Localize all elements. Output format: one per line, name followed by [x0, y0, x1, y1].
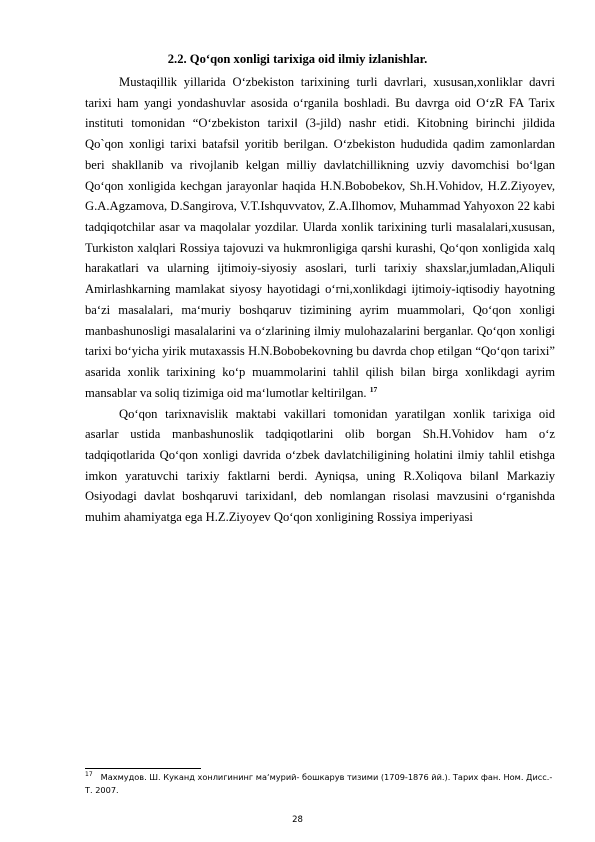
paragraph-1-text: Mustaqillik yillarida O‘zbekiston tarixining turli davrlari, xususan,xonliklar davri tarixi ham yangi yondashuvlar asosida o‘rganila boshladi. Bu davrga oid O‘zR FA Tarix instituti tomonidan “O‘zbekiston tarixi‖ (3-jild) nashr etidi. Kitobning birinchi jildida Qo`qon xonligi tarixi batafsil yoritib berilgan. O‘zbekiston hududida qadim zamonlardan beri shakllanib va rivojlanib kelgan milliy davlatchillikning uzviy davomchisi bo‘lgan Qo‘qon xonligida kechgan jarayonlar haqida H.N.Bobobekov, Sh.H.Vohidov, H.Z.Ziyoyev, G.A.Agzamova, D.Sangirova, V.T.Ishquvvatov, Z.A.Ilhomov, Muhammad Yahyoxon 22 kabi tadqiqotchilar asar va maqolalar yozdilar. Ularda xonlik tarixining turli masalalari,xususan, Turkiston xalqlari Rossiya tajovuzi va hukmronligiga qarshi kurashi, Qo‘qon xonligida xalq harakatlari va ularning ijtimoiy-siyosiy asoslari, turli tarixiy shaxslar,jumladan,Aliquli Amirlashkarning mamlakat siyosy hayotidagi o‘rni,xonlikdagi ijtimoiy-iqtisodiy hayotning ba‘zi masalalari, ma‘muriy boshqaruv tizimining ayrim muammolari, Qo‘qon xonligi manbashunosligi masalalarini va o‘zlarining ilmiy mulohazalarini berganlar. Qo‘qon xonligi tarixi bo‘yicha yirik mutaxassis H.N.Bobobekovning bu davrda chop etilgan “Qo‘qon tarixi” asarida xonlik tarixining ko‘p muammolarini tahlil qilish bilan birga xonlikdagi ayrim mansablar va soliq tizimiga oid ma‘lumotlar keltirilgan.: [85, 75, 555, 400]
footnote-divider: [85, 768, 201, 769]
footnote-text: Махмудов. Ш. Куканд хонлигининг ма‘мурий- бошкарув тизими (1709-1876 йй.). Тарих фан. Ном. Дисс.- Т. 2007.: [85, 772, 553, 795]
footnote-reference[interactable]: 17: [369, 384, 378, 394]
paragraph-2: [85, 404, 555, 528]
paragraph-2-text: Qo‘qon tarixnavislik maktabi vakillari tomonidan yaratilgan xonlik tarixiga oid asarlar ustida manbashunoslik tadqiqotlarini olib borgan Sh.H.Vohidov ham o‘z tadqiqotlarida Qo‘qon xonligi davrida o‘zbek davlatchiligining holatini ilmiy tahlil etishga imkon yaratuvchi tarixiy faktlarni berdi. Ayniqsa, uning R.Xoliqova bilan‖ Markaziy Osiyodagi davlat boshqaruvi tarixidan‖, deb nomlangan risolasi mavzusini o‘rganishda muhim ahamiyatga ega H.Z.Ziyoyev Qo‘qon xonligining Rossiya imperiyasi: [85, 406, 555, 525]
section-heading: 2.2. Qo‘qon xonligi tarixiga oid ilmiy izlanishlar.: [167, 52, 428, 66]
footnote-number: 17: [85, 771, 93, 779]
body-text: [85, 72, 555, 528]
page-number: 28: [292, 815, 303, 825]
footnote: [85, 771, 555, 797]
paragraph-1: [85, 72, 555, 404]
